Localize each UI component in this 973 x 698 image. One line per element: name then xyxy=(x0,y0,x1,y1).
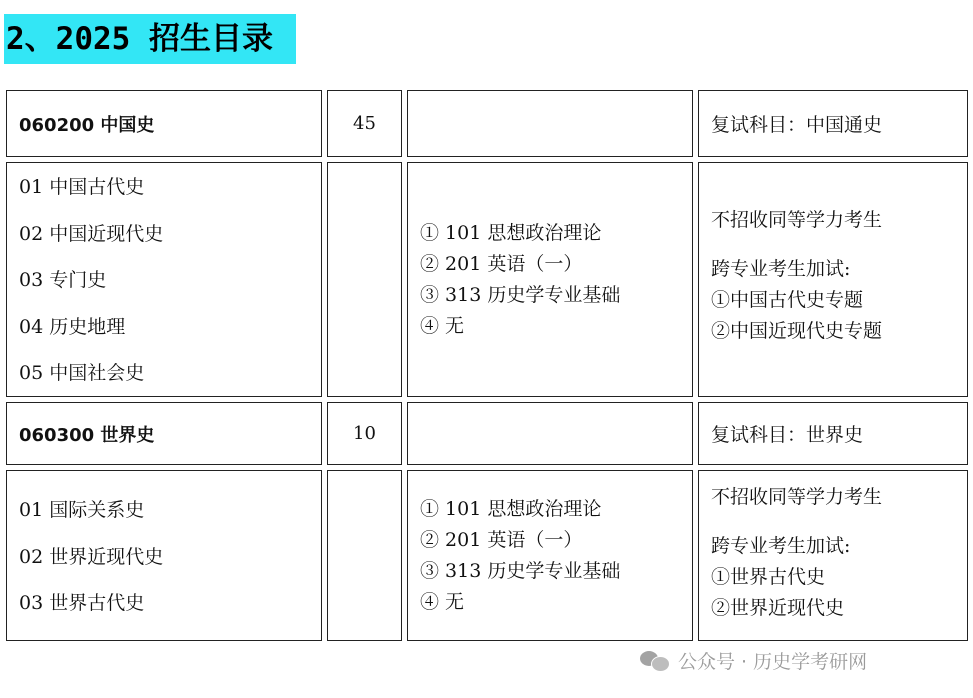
program-code-name-text: 060300 世界史 xyxy=(19,424,155,446)
wechat-watermark xyxy=(640,645,867,675)
requirement-line: 不招收同等学力考生 xyxy=(711,209,883,231)
direction-item: 01 中国古代史 xyxy=(19,176,145,198)
enrollment-quota-text: 10 xyxy=(353,423,376,444)
direction-item: 05 中国社会史 xyxy=(19,362,145,384)
empty-cell xyxy=(327,470,402,641)
requirement-title: 跨专业考生加试: xyxy=(711,258,851,280)
direction-item: 01 国际关系史 xyxy=(19,499,145,521)
requirement-line: 不招收同等学力考生 xyxy=(711,486,883,508)
watermark-text: 公众号 · 历史学考研网 xyxy=(678,650,868,673)
requirement-item: ②世界近现代史 xyxy=(711,597,845,619)
program-code-name xyxy=(6,402,322,465)
requirement-title: 跨专业考生加试: xyxy=(711,535,851,557)
enrollment-quota-text: 45 xyxy=(353,113,376,134)
retest-subject-text: 复试科目：世界史 xyxy=(711,424,864,446)
empty-cell xyxy=(407,402,693,465)
direction-item: 02 世界近现代史 xyxy=(19,545,164,568)
direction-item: 03 世界古代史 xyxy=(19,592,145,614)
admission-requirements xyxy=(698,162,968,397)
program-code-name xyxy=(6,90,322,157)
retest-subject xyxy=(698,90,968,157)
direction-item: 02 中国近现代史 xyxy=(19,222,164,245)
enrollment-quota xyxy=(327,402,402,465)
exam-item: ④ 无 xyxy=(420,314,465,337)
admission-requirements xyxy=(698,470,968,641)
direction-item: 03 专门史 xyxy=(19,269,107,291)
exam-item: ① 101 思想政治理论 xyxy=(420,497,602,520)
exam-item: ② 201 英语（一） xyxy=(420,252,583,275)
exam-item: ④ 无 xyxy=(420,590,465,613)
section-heading: 2、2025 招生目录 xyxy=(4,14,296,64)
retest-subject-text: 复试科目：中国通史 xyxy=(711,114,883,136)
research-directions xyxy=(6,470,322,641)
program-code-name-text: 060200 中国史 xyxy=(19,114,155,136)
exam-item: ③ 313 历史学专业基础 xyxy=(420,283,621,306)
empty-cell xyxy=(327,162,402,397)
exam-item: ② 201 英语（一） xyxy=(420,528,583,551)
enrollment-quota xyxy=(327,90,402,157)
exam-item: ③ 313 历史学专业基础 xyxy=(420,559,621,582)
retest-subject xyxy=(698,402,968,465)
requirement-item: ①中国古代史专题 xyxy=(711,289,864,311)
requirement-item: ②中国近现代史专题 xyxy=(711,320,883,342)
exam-subjects xyxy=(407,470,693,641)
wechat-icon xyxy=(640,649,670,671)
exam-item: ① 101 思想政治理论 xyxy=(420,221,602,244)
empty-cell xyxy=(407,90,693,157)
exam-subjects xyxy=(407,162,693,397)
direction-item: 04 历史地理 xyxy=(19,315,126,338)
research-directions xyxy=(6,162,322,397)
requirement-item: ①世界古代史 xyxy=(711,566,826,588)
